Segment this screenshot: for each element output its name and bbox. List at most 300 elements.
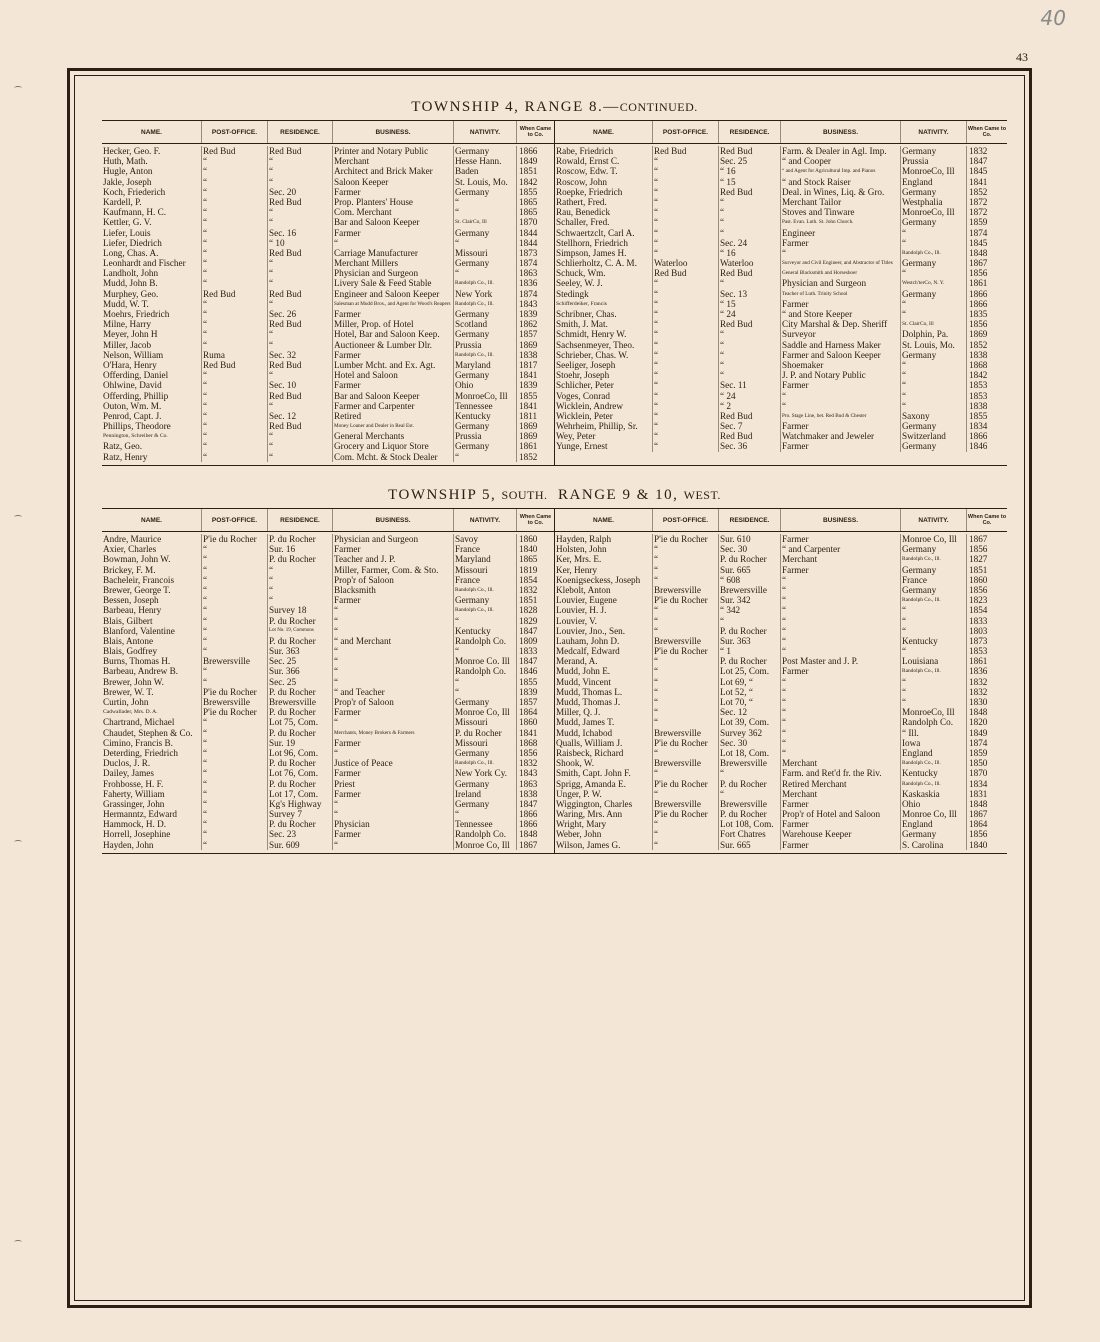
table-row (102, 585, 554, 595)
cell-nativity: Kaskaskia (901, 789, 967, 799)
cell-residence: Lot 25, Com. (719, 666, 781, 676)
cell-year-came: 1847 (519, 625, 538, 636)
cell-year-came: 1848 (969, 798, 988, 809)
cell-post-office: “ (653, 605, 719, 615)
cell-residence: “ 608 (719, 575, 781, 585)
cell-residence: Red Bud (268, 421, 333, 431)
cell-residence: “ (268, 441, 333, 451)
cell-post-office: “ (202, 431, 268, 441)
table-row (102, 565, 554, 575)
cell-nativity: Scotland (454, 319, 517, 329)
cell-name: Nelson, William (102, 350, 202, 360)
cell-name: Cadwallader, Mrs. D. A. (102, 707, 202, 717)
cell-business: “ (781, 677, 901, 687)
cell-business: Saloon Keeper (333, 177, 454, 187)
cell-year-came: 1874 (519, 288, 538, 299)
column-header-year-came: When Came to Co. (519, 126, 552, 138)
cell-name: Schifferdeiker, Francis (555, 299, 653, 309)
cell-year-came: 1848 (969, 247, 988, 258)
cell-residence: “ (719, 350, 781, 360)
cell-name: Blais, Antone (102, 636, 202, 646)
table-left-half (102, 509, 555, 853)
cell-residence: Sur. 665 (719, 565, 781, 575)
table-row (102, 380, 554, 390)
table-row (555, 738, 1007, 748)
cell-name: Hayden, John (102, 840, 202, 850)
cell-name: Grassinger, John (102, 799, 202, 809)
cell-nativity: MonroeCo, Ill (901, 166, 967, 176)
cell-year-came: 1848 (969, 707, 988, 718)
cell-residence: Sur. 366 (268, 666, 333, 676)
cell-name: Seeliger, Joseph (555, 360, 653, 370)
cell-name: Koch, Friederich (102, 187, 202, 197)
cell-residence: Sur. 363 (268, 646, 333, 656)
cell-nativity: Germany (901, 421, 967, 431)
cell-residence: “ 342 (719, 605, 781, 615)
cell-residence: “ (719, 768, 781, 778)
cell-residence: Sec. 25 (268, 677, 333, 687)
cell-post-office: “ (202, 738, 268, 748)
cell-name: Duclos, J. R. (102, 758, 202, 768)
cell-business: “ (781, 595, 901, 605)
table-row (555, 228, 1007, 238)
table-row (102, 329, 554, 339)
cell-business: Farmer (781, 534, 901, 544)
cell-business: Miller, Prop. of Hotel (333, 319, 454, 329)
table-row (555, 666, 1007, 676)
cell-nativity: “ (454, 809, 517, 819)
cell-name: Schlicher, Peter (555, 380, 653, 390)
cell-post-office: “ (653, 789, 719, 799)
cell-nativity: Germany (901, 258, 967, 268)
cell-business: Prop'r of Saloon (333, 697, 454, 707)
cell-year-came: 1862 (519, 319, 538, 330)
cell-name: Ohlwine, David (102, 380, 202, 390)
table-row (555, 799, 1007, 809)
cell-year-came: 1848 (519, 829, 538, 840)
cell-business: Warehouse Keeper (781, 829, 901, 839)
cell-name: Schribner, Chas. (555, 309, 653, 319)
cell-year-came: 1847 (519, 656, 538, 667)
table-row (102, 197, 554, 207)
cell-year-came: 1859 (969, 217, 988, 228)
cell-nativity: S. Carolina (901, 840, 967, 850)
cell-name: Ratz, Henry (102, 452, 202, 462)
cell-name: Schrieber, Chas. W. (555, 350, 653, 360)
cell-name: Hayden, Ralph (555, 534, 653, 544)
cell-residence: P. du Rocher (719, 554, 781, 564)
cell-post-office: “ (202, 238, 268, 248)
cell-nativity: Germany (901, 350, 967, 360)
cell-business: Engineer and Saloon Keeper (333, 289, 454, 299)
cell-year-came: 1842 (519, 176, 538, 187)
cell-year-came: 1841 (969, 176, 988, 187)
cell-business: Engineer (781, 228, 901, 238)
cell-post-office: “ (202, 728, 268, 738)
cell-nativity: Germany (454, 441, 517, 451)
cell-year-came: 1873 (969, 635, 988, 646)
column-header-name: NAME. (102, 509, 202, 531)
cell-residence: Red Bud (268, 146, 333, 156)
table-row (555, 258, 1007, 268)
cell-nativity: Germany (901, 187, 967, 197)
table-row (102, 779, 554, 789)
cell-nativity: “ (901, 697, 967, 707)
table-row (555, 340, 1007, 350)
column-header-residence: RESIDENCE. (719, 509, 781, 531)
cell-post-office: “ (653, 565, 719, 575)
cell-nativity: Ireland (454, 789, 517, 799)
cell-post-office: “ (202, 616, 268, 626)
cell-residence: Brewersville (719, 585, 781, 595)
cell-year-came: 1842 (969, 370, 988, 381)
cell-business: Farmer and Saloon Keeper (781, 350, 901, 360)
table-row (555, 646, 1007, 656)
cell-post-office: P'ie du Rocher (202, 534, 268, 544)
cell-post-office: “ (202, 268, 268, 278)
table-row (555, 554, 1007, 564)
cell-post-office: “ (202, 340, 268, 350)
cell-residence: Sec. 11 (719, 380, 781, 390)
cell-year-came: 1866 (519, 819, 538, 830)
cell-post-office: “ (653, 289, 719, 299)
table-row (102, 391, 554, 401)
cell-post-office: “ (653, 717, 719, 727)
column-header-post-office: POST-OFFICE. (653, 121, 719, 143)
cell-business: Grocery and Liquor Store (333, 441, 454, 451)
cell-post-office: P'ie du Rocher (653, 595, 719, 605)
cell-residence: Lot 18, Com. (719, 748, 781, 758)
cell-residence: Red Bud (268, 391, 333, 401)
table-row (102, 544, 554, 554)
cell-residence: P. du Rocher (268, 616, 333, 626)
cell-business: Farmer (781, 380, 901, 390)
cell-year-came: 1832 (969, 146, 988, 156)
cell-nativity: Ohio (901, 799, 967, 809)
cell-year-came: 1866 (519, 146, 538, 156)
cell-nativity: Tennessee (454, 819, 517, 829)
section-title-main: TOWNSHIP 5, (388, 487, 497, 503)
cell-nativity: Germany (454, 258, 517, 268)
cell-year-came: 1844 (519, 227, 538, 238)
cell-year-came: 1852 (519, 451, 538, 462)
cell-name: Weber, John (555, 829, 653, 839)
cell-business: “ (781, 605, 901, 615)
table-row (102, 360, 554, 370)
cell-year-came: 1849 (969, 727, 988, 738)
cell-name: Hermanntz, Edward (102, 809, 202, 819)
table-row (102, 575, 554, 585)
cell-business: Shoemaker (781, 360, 901, 370)
cell-business: Priest (333, 779, 454, 789)
cell-business: Physician and Surgeon (781, 278, 901, 288)
cell-year-came: 1856 (969, 584, 988, 595)
cell-name: Wright, Mary (555, 819, 653, 829)
cell-nativity: Germany (901, 146, 967, 156)
cell-name: Chaudet, Stephen & Co. (102, 728, 202, 738)
cell-name: Klebolt, Anton (555, 585, 653, 595)
cell-year-came: 1856 (519, 747, 538, 758)
cell-post-office: Ruma (202, 350, 268, 360)
cell-year-came: 1832 (519, 584, 538, 595)
column-header-year-came: When Came to Co. (967, 514, 1007, 526)
table-row (555, 717, 1007, 727)
cell-year-came: 1851 (969, 564, 988, 575)
table-body (102, 532, 554, 853)
cell-business: Farmer and Carpenter (333, 401, 454, 411)
cell-year-came: 1861 (519, 441, 538, 452)
cell-post-office: “ (202, 666, 268, 676)
table-row (102, 156, 554, 166)
cell-residence: Sec. 10 (268, 380, 333, 390)
table-body (555, 144, 1007, 455)
cell-business: “ (781, 636, 901, 646)
cell-residence: Fort Chatres (719, 829, 781, 839)
cell-nativity: “ (454, 687, 517, 697)
cell-year-came: 1854 (519, 574, 538, 585)
cell-residence: “ (268, 166, 333, 176)
cell-name: Burns, Thomas H. (102, 656, 202, 666)
table-row (102, 411, 554, 421)
cell-business: Miller, Farmer, Com. & Sto. (333, 565, 454, 575)
cell-name: Mudd, John B. (102, 278, 202, 288)
table-row (102, 452, 554, 462)
cell-year-came: 1846 (519, 666, 538, 677)
table-row (102, 738, 554, 748)
cell-nativity: “ (901, 370, 967, 380)
cell-business: Farmer (781, 819, 901, 829)
cell-business: “ (333, 616, 454, 626)
cell-nativity: “ (901, 299, 967, 309)
cell-year-came: 1845 (969, 166, 988, 177)
cell-business: “ (333, 666, 454, 676)
cell-business: “ and Teacher (333, 687, 454, 697)
table-row (102, 299, 554, 309)
table-row (102, 605, 554, 615)
cell-business: General Blacksmith and Horseshoer (781, 268, 901, 278)
cell-year-came: 1861 (969, 278, 988, 289)
cell-nativity: Monroe Co, Ill (454, 840, 517, 850)
cell-name: Voges, Conrad (555, 391, 653, 401)
cell-year-came: 1864 (519, 707, 538, 718)
cell-year-came: 1851 (519, 166, 538, 177)
cell-business: Pro. Stage Line, bet. Red Bud & Chester (781, 411, 901, 421)
cell-name: Roepke, Friedrich (555, 187, 653, 197)
table-row (555, 268, 1007, 278)
cell-post-office: Red Bud (202, 146, 268, 156)
table-row (555, 687, 1007, 697)
cell-year-came: 1853 (969, 380, 988, 391)
cell-post-office: “ (202, 329, 268, 339)
cell-nativity: Prussia (901, 156, 967, 166)
punch-mark (14, 1240, 22, 1244)
cell-post-office: “ (653, 840, 719, 850)
cell-name: Smith, J. Mat. (555, 319, 653, 329)
table-row (102, 248, 554, 258)
cell-business: Com. Merchant (333, 207, 454, 217)
table-header (555, 121, 1007, 144)
cell-post-office: “ (653, 544, 719, 554)
cell-business: “ (781, 717, 901, 727)
cell-nativity: Germany (454, 146, 517, 156)
table-row (555, 319, 1007, 329)
table-row (555, 585, 1007, 595)
cell-nativity: Germany (901, 289, 967, 299)
cell-post-office: “ (202, 391, 268, 401)
cell-residence: Sec. 7 (719, 421, 781, 431)
cell-post-office: “ (202, 779, 268, 789)
cell-nativity: “ (901, 391, 967, 401)
cell-name: Shook, W. (555, 758, 653, 768)
cell-residence: Sec. 32 (268, 350, 333, 360)
cell-nativity: Randolph Co., Ill. (901, 248, 967, 258)
cell-business: “ (333, 656, 454, 666)
cell-business: “ (333, 748, 454, 758)
table-row (555, 197, 1007, 207)
cell-nativity: “ (454, 677, 517, 687)
cell-business: “ (333, 626, 454, 636)
cell-year-came: 1863 (519, 778, 538, 789)
cell-post-office: “ (202, 819, 268, 829)
cell-residence: Red Bud (719, 411, 781, 421)
cell-post-office: “ (653, 299, 719, 309)
cell-residence: Lot 17, Com. (268, 789, 333, 799)
cell-nativity: Randolph Co., Ill. (454, 758, 517, 768)
table-row (555, 758, 1007, 768)
cell-name: Phillips, Theodore (102, 421, 202, 431)
table-row (102, 146, 554, 156)
cell-residence: P. du Rocher (719, 809, 781, 819)
column-header-name: NAME. (555, 121, 653, 143)
cell-residence: “ 15 (719, 177, 781, 187)
table-row (555, 187, 1007, 197)
cell-residence: “ (719, 278, 781, 288)
cell-business: “ (333, 799, 454, 809)
column-header-post-office: POST-OFFICE. (202, 121, 268, 143)
cell-business: “ (781, 616, 901, 626)
cell-nativity: MonroeCo, Ill (454, 391, 517, 401)
cell-post-office: Brewersville (653, 799, 719, 809)
cell-residence: Sec. 30 (719, 544, 781, 554)
cell-nativity: “ (901, 360, 967, 370)
cell-residence: “ (268, 370, 333, 380)
cell-year-came: 1820 (969, 717, 988, 728)
cell-nativity: “ (454, 452, 517, 462)
cell-residence: Sec. 25 (268, 656, 333, 666)
cell-business: Saddle and Harness Maker (781, 340, 901, 350)
cell-nativity: France (901, 575, 967, 585)
cell-residence: “ (719, 197, 781, 207)
cell-residence: Sur. 363 (719, 636, 781, 646)
cell-nativity: Randolph Co. (454, 666, 517, 676)
cell-post-office: “ (202, 166, 268, 176)
cell-business: “ (333, 238, 454, 248)
cell-business: Farmer (333, 544, 454, 554)
cell-nativity: “ (901, 309, 967, 319)
cell-nativity: Missouri (454, 248, 517, 258)
cell-nativity: “ (454, 197, 517, 207)
cell-residence: Sec. 30 (719, 738, 781, 748)
cell-name: Mudd, John E. (555, 666, 653, 676)
cell-business: Blacksmith (333, 585, 454, 595)
table-row (555, 595, 1007, 605)
cell-year-came: 1857 (519, 329, 538, 340)
cell-nativity: Louisiana (901, 656, 967, 666)
cell-name: Unger, P. W. (555, 789, 653, 799)
cell-business: “ (333, 605, 454, 615)
cell-business: Farmer (333, 187, 454, 197)
cell-post-office: “ (653, 707, 719, 717)
cell-name: Brewer, John W. (102, 677, 202, 687)
cell-post-office: “ (653, 309, 719, 319)
cell-post-office: “ (202, 585, 268, 595)
cell-name: Kaufmann, H. C. (102, 207, 202, 217)
cell-post-office: “ (653, 156, 719, 166)
cell-post-office: “ (202, 217, 268, 227)
cell-year-came: 1856 (969, 829, 988, 840)
cell-nativity: “ (901, 677, 967, 687)
cell-business: “ (781, 575, 901, 585)
cell-post-office: “ (653, 431, 719, 441)
cell-nativity: Germany (454, 421, 517, 431)
cell-nativity: “ Ill. (901, 728, 967, 738)
cell-year-came: 1859 (969, 747, 988, 758)
cell-name: Landholt, John (102, 268, 202, 278)
cell-nativity: Germany (454, 748, 517, 758)
cell-nativity: Germany (454, 779, 517, 789)
cell-post-office: “ (202, 677, 268, 687)
cell-nativity: Westphalia (901, 197, 967, 207)
cell-year-came: 1843 (519, 298, 538, 309)
cell-post-office: “ (202, 380, 268, 390)
cell-nativity: Germany (454, 697, 517, 707)
cell-residence: Sec. 20 (268, 187, 333, 197)
cell-business: Past. Evan. Luth. St. John Church. (781, 217, 901, 227)
cell-name: Bessen, Joseph (102, 595, 202, 605)
cell-name: Roscow, John (555, 177, 653, 187)
cell-nativity: Randolph Co., Ill. (901, 554, 967, 564)
cell-business: City Marshal & Dep. Sheriff (781, 319, 901, 329)
cell-residence: Lot 108, Com. (719, 819, 781, 829)
section-title (102, 484, 1007, 506)
cell-nativity: Germany (454, 370, 517, 380)
cell-residence: P. du Rocher (268, 707, 333, 717)
table-row (102, 728, 554, 738)
cell-business: Farmer (781, 565, 901, 575)
column-header-nativity: NATIVITY. (901, 121, 967, 143)
cell-post-office: “ (653, 677, 719, 687)
table-row (102, 829, 554, 839)
cell-business: “ and Carpenter (781, 544, 901, 554)
cell-year-came: 1829 (519, 615, 538, 626)
cell-post-office: “ (202, 554, 268, 564)
cell-post-office: “ (202, 565, 268, 575)
cell-post-office: “ (653, 228, 719, 238)
cell-post-office: “ (202, 258, 268, 268)
cell-residence: Red Bud (268, 289, 333, 299)
cell-residence: “ (719, 340, 781, 350)
table-row (102, 636, 554, 646)
cell-year-came: 1838 (519, 788, 538, 799)
cell-year-came: 1838 (519, 349, 538, 360)
table-row (555, 605, 1007, 615)
cell-year-came: 1855 (519, 676, 538, 687)
cell-year-came: 1870 (519, 217, 538, 228)
cell-business: Deal. in Wines, Liq. & Gro. (781, 187, 901, 197)
page-number: 43 (1016, 50, 1028, 64)
township-4-range-8-section (102, 96, 1007, 466)
cell-name: Chartrand, Michael (102, 717, 202, 727)
